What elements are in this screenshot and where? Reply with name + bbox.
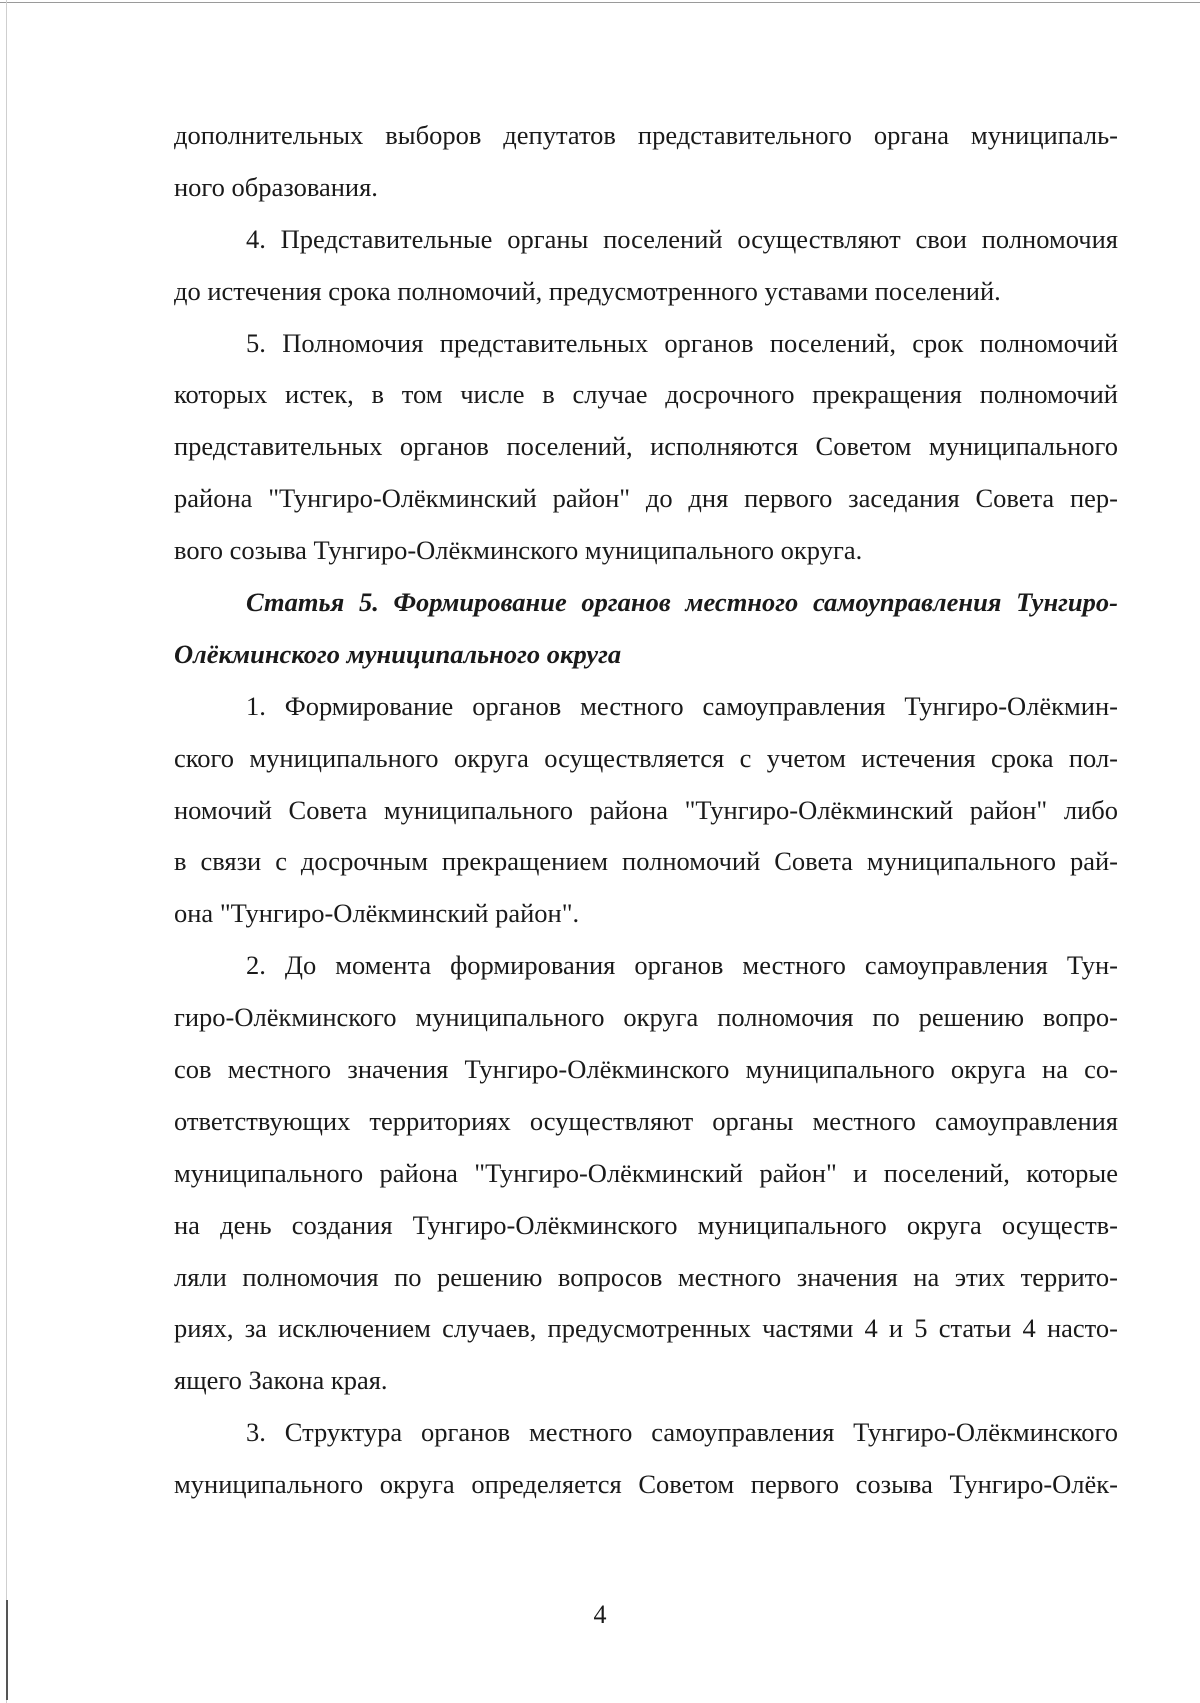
text-line: которых истек, в том числе в случае досрочного прекращения полномочий bbox=[174, 379, 1118, 410]
text-line: ского муниципального округа осуществляется с учетом истечения срока пол- bbox=[174, 742, 1118, 773]
text-line: муниципального округа определяется Советом первого созыва Тунгиро-Олёк- bbox=[174, 1469, 1118, 1500]
text-line: до истечения срока полномочий, предусмотренного уставами поселений. bbox=[174, 275, 1001, 306]
text-line: в связи с досрочным прекращением полномочий Совета муниципального рай- bbox=[174, 846, 1118, 877]
text-line: дополнительных выборов депутатов представительного органа муниципаль- bbox=[174, 120, 1118, 150]
text-line: 4. Представительные органы поселений осуществляют свои полномочия bbox=[246, 223, 1118, 254]
text-line: номочий Совета муниципального района "Тунгиро-Олёкминский район" либо bbox=[174, 794, 1118, 825]
text-line: ляли полномочия по решению вопросов местного значения на этих террито- bbox=[174, 1261, 1118, 1292]
article-heading: Статья 5. Формирование органов местного самоуправления Тунгиро- bbox=[246, 587, 1118, 618]
text-line: гиро-Олёкминского муниципального округа полномочия по решению вопро- bbox=[174, 1002, 1118, 1033]
text-line: ящего Закона края. bbox=[174, 1365, 388, 1396]
text-line: 3. Структура органов местного самоуправления Тунгиро-Олёкминского bbox=[246, 1417, 1118, 1448]
text-line: 2. До момента формирования органов местного самоуправления Тун- bbox=[246, 950, 1118, 981]
page-number: 4 bbox=[593, 1600, 607, 1629]
text-line: вого созыва Тунгиро-Олёкминского муниципального округа. bbox=[174, 535, 863, 566]
text-line: представительных органов поселений, исполняются Советом муниципального bbox=[174, 431, 1118, 462]
text-line: муниципального района "Тунгиро-Олёкминский район" и поселений, которые bbox=[174, 1157, 1118, 1188]
text-line: 1. Формирование органов местного самоуправления Тунгиро-Олёкмин- bbox=[246, 690, 1118, 721]
scan-edge-top bbox=[0, 2, 1200, 3]
article-heading: Олёкминского муниципального округа bbox=[174, 638, 622, 669]
text-line: она "Тунгиро-Олёкминский район". bbox=[174, 898, 580, 929]
text-line: района "Тунгиро-Олёкминский район" до дня первого заседания Совета пер- bbox=[174, 483, 1118, 514]
text-line: 5. Полномочия представительных органов поселений, срок полномочий bbox=[246, 327, 1118, 358]
text-line: ответствующих территориях осуществляют органы местного самоуправления bbox=[174, 1105, 1118, 1136]
text-line: на день создания Тунгиро-Олёкминского муниципального округа осуществ- bbox=[174, 1209, 1118, 1240]
document-body bbox=[174, 110, 1118, 1511]
text-line: ного образования. bbox=[174, 171, 378, 202]
text-line: риях, за исключением случаев, предусмотренных частями 4 и 5 статьи 4 насто- bbox=[174, 1313, 1118, 1344]
scan-edge-left bbox=[6, 0, 7, 1703]
text-line: сов местного значения Тунгиро-Олёкминского муниципального округа на со- bbox=[174, 1054, 1118, 1085]
